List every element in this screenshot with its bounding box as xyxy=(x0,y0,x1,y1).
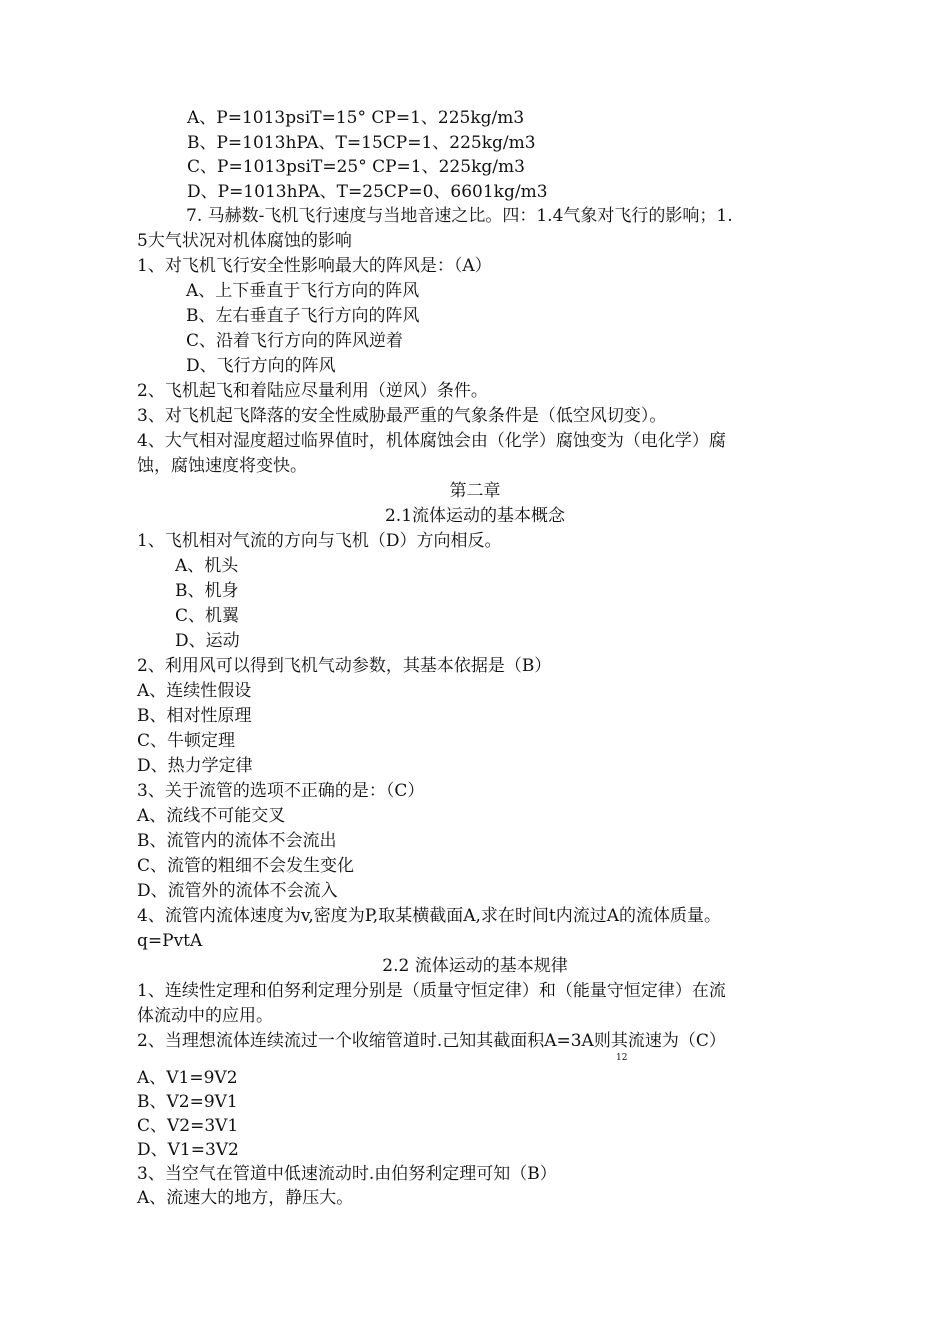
question-line: 4、大气相对湿度超过临界值时，机体腐蚀会由（化学）腐蚀变为（电化学）腐 xyxy=(137,431,726,451)
question-line: 2、飞机起飞和着陆应尽量利用（逆风）条件。 xyxy=(137,381,488,401)
option-line: B、P=1013hPA、T=15CP=1、225kg/m3 xyxy=(187,133,536,153)
option-line: B、V2=9V1 xyxy=(137,1092,238,1112)
text-line: 5大气状况对机体腐蚀的影响 xyxy=(137,231,352,251)
question-line: 2、当理想流体连续流过一个收缩管道时.己知其截面积A=3A则其流速为（C） xyxy=(137,1031,726,1051)
option-line: B、流管内的流体不会流出 xyxy=(137,831,337,851)
option-line: D、V1=3V2 xyxy=(137,1140,239,1160)
option-line: C、牛顿定理 xyxy=(137,731,236,751)
question-line: 4、流管内流体速度为v,密度为P,取某横截面A,求在时间t内流过A的流体质量。 xyxy=(137,906,721,926)
question-line: 1、连续性定理和伯努利定理分别是（质量守恒定律）和（能量守恒定律）在流 xyxy=(137,981,726,1001)
text-line: 蚀，腐蚀速度将变快。 xyxy=(137,456,307,476)
question-line: 1、对飞机飞行安全性影响最大的阵风是：（A） xyxy=(137,256,492,276)
chapter-heading: 第二章 xyxy=(449,481,501,501)
text-line: 体流动中的应用。 xyxy=(137,1006,273,1026)
option-line: B、左右垂直子飞行方向的阵风 xyxy=(186,306,420,326)
question-line: 1、飞机相对气流的方向与飞机（D）方向相反。 xyxy=(137,531,502,551)
option-line: C、流管的粗细不会发生变化 xyxy=(137,856,355,876)
question-line: 3、当空气在管道中低速流动时.由伯努利定理可知（B） xyxy=(137,1164,557,1184)
option-line: B、相对性原理 xyxy=(137,706,252,726)
section-heading: 2.2 流体运动的基本规律 xyxy=(382,956,568,976)
option-line: D、热力学定律 xyxy=(137,756,253,776)
question-line: 3、对飞机起飞降落的安全性威胁最严重的气象条件是（低空风切变）。 xyxy=(137,406,667,426)
option-line: D、P=1013hPA、T=25CP=0、6601kg/m3 xyxy=(187,182,548,202)
option-line: A、V1=9V2 xyxy=(137,1068,238,1088)
option-line: D、运动 xyxy=(175,631,240,651)
option-line: A、上下垂直于飞行方向的阵风 xyxy=(186,281,420,301)
text-line: 7. 马赫数-飞机飞行速度与当地音速之比。四：1.4气象对飞行的影响；1. xyxy=(186,206,733,226)
subscript-label: 12 xyxy=(616,1053,628,1063)
question-line: 2、利用风可以得到飞机气动参数，其基本依据是（B） xyxy=(137,656,552,676)
option-line: C、V2=3V1 xyxy=(137,1116,239,1136)
option-line: C、P=1013psiT=25° CP=1、225kg/m3 xyxy=(187,157,525,177)
option-line: C、沿着飞行方向的阵风逆着 xyxy=(186,331,404,351)
option-line: D、飞行方向的阵风 xyxy=(186,356,336,376)
option-line: A、连续性假设 xyxy=(137,681,252,701)
option-line: B、机身 xyxy=(175,581,239,601)
option-line: D、流管外的流体不会流入 xyxy=(137,881,338,901)
option-line: A、流线不可能交叉 xyxy=(137,806,286,826)
option-line: A、P=1013psiT=15° CP=1、225kg/m3 xyxy=(187,108,525,128)
option-line: C、机翼 xyxy=(175,606,240,626)
option-line: A、流速大的地方，静压大。 xyxy=(137,1188,354,1208)
option-line: A、机头 xyxy=(175,556,239,576)
section-heading: 2.1流体运动的基本概念 xyxy=(384,506,566,526)
answer-line: q=PvtA xyxy=(137,931,203,951)
question-line: 3、关于流管的选项不正确的是：（C） xyxy=(137,781,425,801)
